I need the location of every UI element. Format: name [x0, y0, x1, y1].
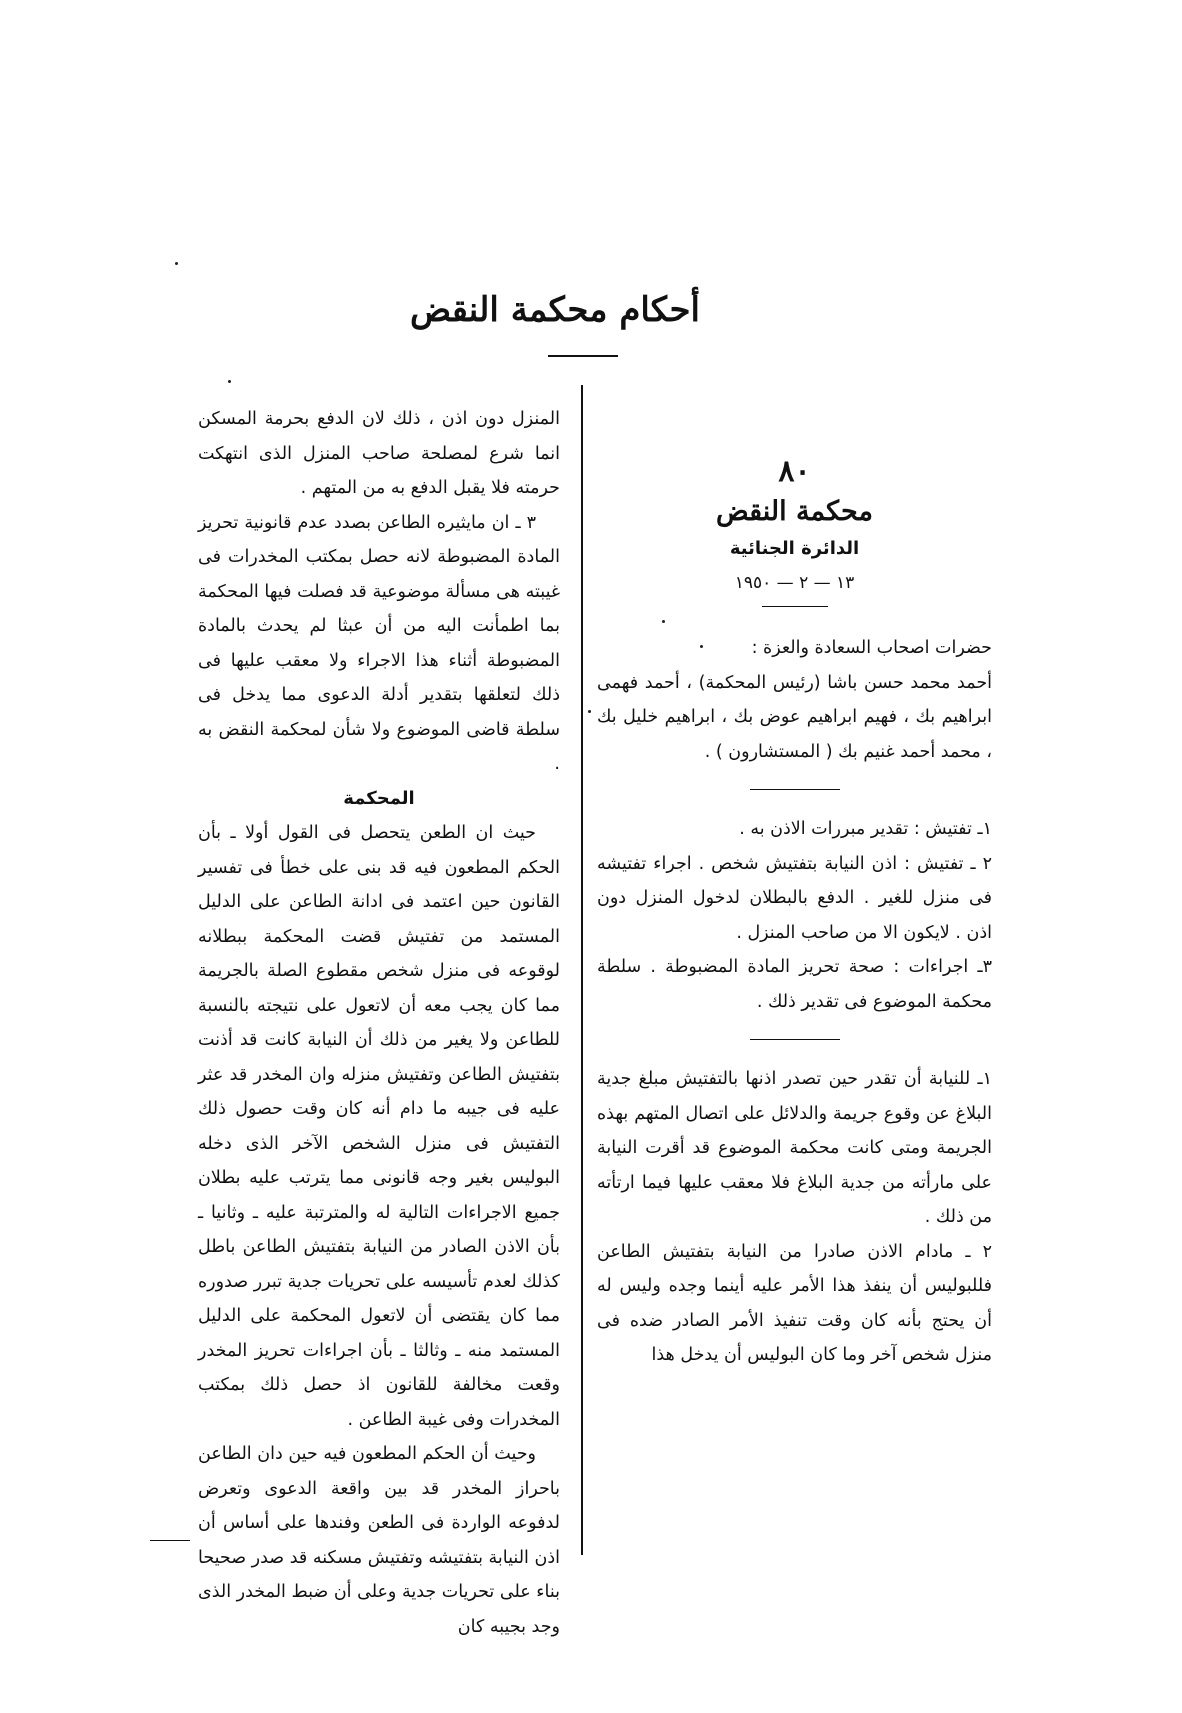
principle-1: ١ـ للنيابة أن تقدر حين تصدر اذنها بالتفتيش مبلغ جدية البلاغ عن وقوع جريمة والدلائل على اتصال المتهم بهذه الجريمة ومتى كانت محكمة الموضوع قد أقرت النيابة على مارأته من جدية البلاغ فلا معقب عليها فيما ارتأته من ذلك . [597, 1069, 992, 1227]
judges-intro: حضرات اصحاب السعادة والعزة : [751, 638, 992, 658]
summary-point-1: ١ـ تفتيش : تقدير مبررات الاذن به . [739, 819, 992, 839]
summary-rule [750, 1039, 840, 1040]
summary-point-2: ٢ ـ تفتيش : اذن النيابة بتفتيش شخص . اجراء تفتيشه فى منزل للغير . الدفع بالبطلان لدخول المنزل دون اذن . لايكون الا من صاحب المنزل . [597, 853, 992, 943]
date-rule [762, 606, 828, 607]
judges-list: أحمد محمد حسن باشا (رئيس المحكمة) ، أحمد فهمى ابراهيم بك ، فهيم ابراهيم عوض بك ، ابراهيم خليل بك ، محمد أحمد غنيم بك ( المستشارون ) . [597, 672, 992, 762]
bottom-mark [150, 1540, 190, 1541]
principle-3: ٣ ـ ان مايثيره الطاعن بصدد عدم قانونية تحريز المادة المضبوطة لانه حصل بمكتب المخدرات فى غيبته هى مسألة موضوعية قد فصلت فيها المحكمة بما اطمأنت اليه من أن عبثا لم يحدث بالمادة المضبوطة أثناء هذا الاجراء ولا معقب عليها فى ذلك لتعلقها بتقدير أدلة الدعوى مما يدخل فى سلطة قاضى الموضوع ولا شأن لمحكمة النقض به . [198, 512, 560, 774]
scan-speck [662, 620, 665, 623]
header-underline [548, 355, 618, 357]
scan-speck [700, 645, 703, 648]
summary-point-3: ٣ـ اجراءات : صحة تحريز المادة المضبوطة . سلطة محكمة الموضوع فى تقدير ذلك . [597, 957, 992, 1012]
court-heading: المحكمة [343, 787, 415, 809]
scan-speck [228, 380, 231, 383]
court-circuit: الدائرة الجنائية [729, 538, 860, 559]
judges-rule [750, 789, 840, 790]
continuation-text: المنزل دون اذن ، ذلك لان الدفع بحرمة المسكن انما شرع لمصلحة صاحب المنزل الذى انتهكت حرمته فلا يقبل الدفع به من المتهم . [198, 409, 560, 498]
right-column [597, 452, 992, 1552]
page-header-title: أحكام محكمة النقض [409, 290, 700, 330]
principle-2: ٢ ـ مادام الاذن صادرا من النيابة بتفتيش الطاعن فللبوليس أن ينفذ هذا الأمر عليه أينما وجده وليس له أن يحتج بأنه كان وقت تنفيذ الأمر الصادر ضده فى منزل شخص آخر وما كان البوليس أن يدخل هذا [597, 1241, 992, 1365]
case-number: ٨٠ [778, 454, 811, 489]
scan-speck [588, 710, 591, 713]
reasoning-paragraph-2: وحيث أن الحكم المطعون فيه حين دان الطاعن باحراز المخدر قد بين واقعة الدعوى وتعرض لدفوعه الواردة فى الطعن وفندها على أساس أن اذن النيابة بتفتيشه وتفتيش مسكنه قد صدر صحيحا بناء على تحريات جدية وعلى أن ضبط المخدر الذى وجد بجيبه كان [198, 1444, 560, 1637]
court-name: محكمة النقض [716, 496, 873, 527]
column-divider [581, 385, 583, 1555]
scan-speck [175, 262, 178, 265]
left-column [198, 402, 560, 1637]
reasoning-paragraph-1: حيث ان الطعن يتحصل فى القول أولا ـ بأن الحكم المطعون فيه قد بنى على خطأ فى تفسير القانون حين اعتمد فى ادانة الطاعن على الدليل المستمد من تفتيش قضت المحكمة ببطلانه لوقوعه فى منزل شخص مقطوع الصلة بالجريمة مما كان يجب معه أن لاتعول على نتيجته بالنسبة للطاعن ولا يغير من ذلك أن النيابة كانت قد أذنت بتفتيش الطاعن وتفتيش منزله وان المخدر قد عثر عليه فى جيبه ما دام أنه كان وقت حصول ذلك التفتيش فى منزل الشخص الآخر الذى دخله البوليس بغير وجه قانونى مما يترتب عليه بطلان جميع الاجراءات التالية له والمترتبة عليه ـ وثانيا ـ بأن الاذن الصادر من النيابة بتفتيش الطاعن باطل كذلك لعدم تأسيسه على تحريات جدية تبرر صدوره مما كان يقتضى أن لاتعول المحكمة على الدليل المستمد منه ـ وثالثا ـ بأن اجراءات تحريز المخدر وقعت مخالفة للقانون اذ حصل ذلك بمكتب المخدرات وفى غيبة الطاعن . [198, 823, 560, 1430]
judgment-date: ١٣ — ٢ — ١٩٥٠ [734, 573, 855, 593]
